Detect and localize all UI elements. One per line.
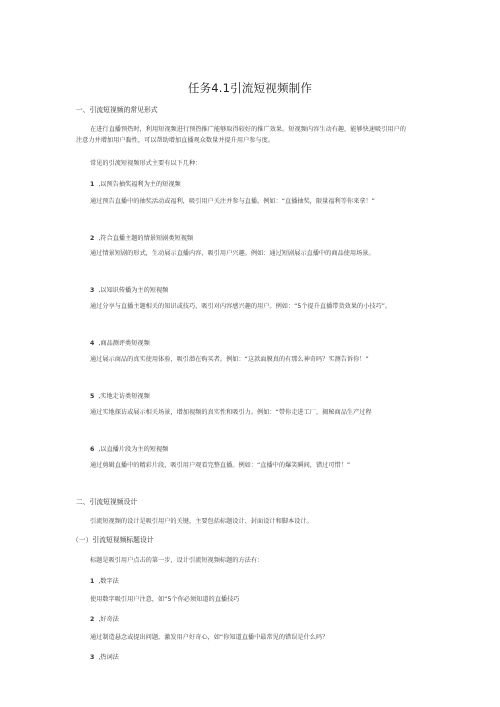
method-1-desc: 使用数字吸引用户注意，如“5个你必须知道的直播技巧	[90, 596, 240, 603]
method-number: 3	[90, 654, 95, 661]
section-2-sub-intro: 标题是吸引用户点击的第一步，设计引流短视频标题的方法有：	[90, 557, 264, 564]
list-item-1-desc: 通过预告直播中的抽奖活动或福利，吸引用户关注并参与直播。例如：“直播抽奖，限量福利等你来拿！”	[90, 198, 375, 205]
list-item-3-desc: 通过分享与直播主题相关的知识或技巧，吸引对内容感兴趣的用户。例如：“5个提升直播带货效果的小技巧”。	[90, 303, 392, 310]
list-item-6-desc: 通过剪辑直播中的精彩片段，吸引用户观看完整直播。例如：“直播中的爆笑瞬间，错过可惜！”	[90, 462, 351, 469]
method-2-desc: 通过制造悬念或提出问题，激发用户好奇心，如“你知道直播中最常见的错误是什么吗？	[90, 634, 329, 641]
section-1-heading: 一、引流短视频的常见形式	[76, 106, 158, 114]
method-label: 热词法	[100, 654, 119, 661]
method-2-heading: 2 ,好奇法	[90, 616, 119, 623]
method-label: 数字法	[100, 578, 119, 585]
method-3-heading: 3 ,热词法	[90, 654, 119, 661]
list-item-number: 1	[90, 181, 95, 188]
list-item-label: 以知识传播为主的短视频	[100, 287, 169, 294]
list-item-label: 商品测评类短视频	[100, 340, 150, 347]
list-item-label: 实地走访类短视频	[100, 393, 150, 400]
list-item-label: 以直播片段为主的短视频	[100, 446, 169, 453]
list-item-number: 3	[90, 287, 95, 294]
section-1-intro: 在进行直播预热时，利用短视频进行预热推广能够取得较好的推广效果。短视频内容生动有趣，能够快速吸引用户的注意力并增加用户黏性，可以帮助增加直播观众数量并提升用户参与度。	[76, 126, 406, 145]
section-1-list-intro: 常见的引流短视频形式主要有以下几种：	[90, 160, 202, 167]
list-item-label: 符合直播主题的情景短剧类短视频	[100, 235, 194, 242]
method-1-heading: 1 ,数字法	[90, 578, 119, 585]
list-item-number: 6	[90, 446, 95, 453]
list-item-number: 4	[90, 340, 95, 347]
method-number: 2	[90, 616, 95, 623]
method-label: 好奇法	[100, 616, 119, 623]
list-item-3-heading: 3 ,以知识传播为主的短视频	[90, 287, 169, 294]
list-item-6-heading: 6 ,以直播片段为主的短视频	[90, 446, 169, 453]
section-2-sub-heading: （一）引流短视频标题设计	[72, 536, 154, 544]
list-item-1-heading: 1 ,以预告抽奖福利为主的短视频	[90, 181, 181, 188]
list-item-number: 5	[90, 393, 95, 400]
section-2-intro: 引流短视频的设计是吸引用户的关键，主要包括标题设计、封面设计和脚本设计。	[90, 518, 313, 525]
list-item-4-heading: 4 ,商品测评类短视频	[90, 340, 150, 347]
document-title: 任务4.1引流短视频制作	[187, 81, 313, 95]
list-item-5-desc: 通过实地探访或展示相关场景，增加视频的真实性和吸引力。例如：“带你走进工厂，揭秘商品生产过程	[90, 409, 372, 416]
method-number: 1	[90, 578, 95, 585]
section-2-heading: 二、引流短视频设计	[76, 498, 138, 506]
list-item-2-heading: 2 ,符合直播主题的情景短剧类短视频	[90, 235, 194, 242]
list-item-2-desc: 通过情景短剧的形式，生动展示直播内容，吸引用户兴趣。例如：通过短剧展示直播中的商品使用场景。	[90, 250, 375, 257]
list-item-4-desc: 通过展示商品的真实使用体验，吸引潜在购买者。例如：“这款面膜真的有那么神奇吗？实测告诉你！”	[90, 356, 369, 363]
list-item-number: 2	[90, 235, 95, 242]
list-item-5-heading: 5 ,实地走访类短视频	[90, 393, 150, 400]
list-item-label: 以预告抽奖福利为主的短视频	[100, 181, 181, 188]
